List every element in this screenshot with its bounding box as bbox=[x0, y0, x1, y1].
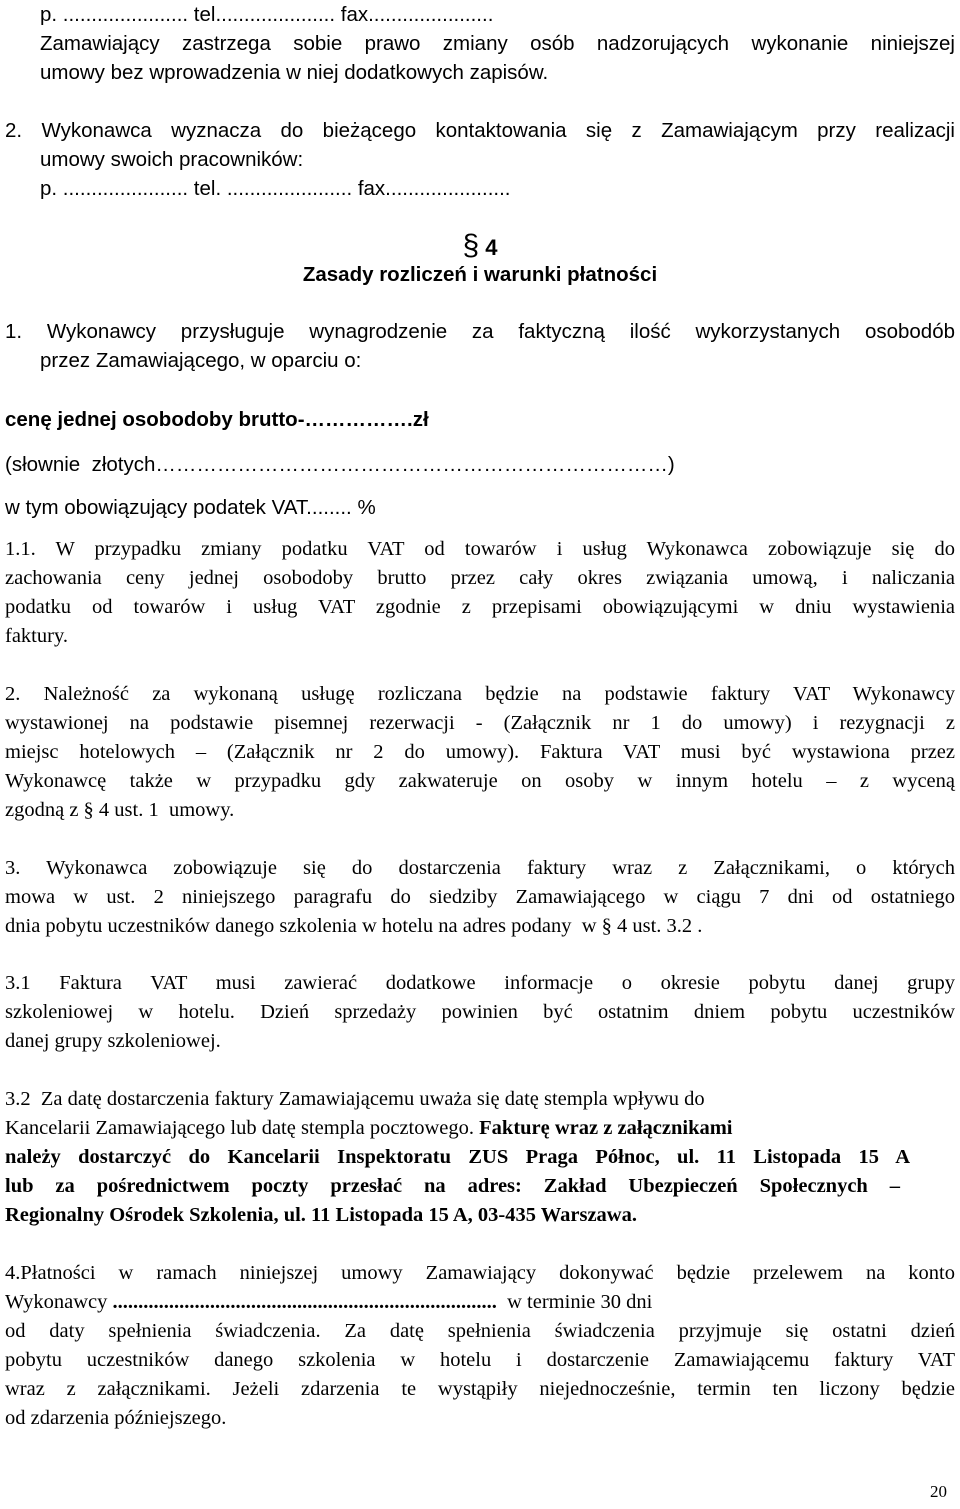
price-words-line bbox=[5, 450, 675, 479]
paragraph-2-contacts-line-1: 2. Wykonawca wyznacza do bieżącego kontaktowania się z Zamawiającym przy realizacji bbox=[5, 119, 955, 142]
paragraph-4-line-5: wraz z załącznikami. Jeżeli zdarzenia te wystąpiły niejednocześnie, termin ten liczony będzie bbox=[5, 1378, 955, 1400]
price-words-close: ) bbox=[667, 453, 675, 476]
paragraph-3-1-line-3: danej grupy szkoleniowej. bbox=[5, 1030, 221, 1052]
reserve-text-line-2: umowy bez wprowadzenia w niej dodatkowych zapisów. bbox=[40, 61, 549, 84]
paragraph-3-2-line-1: 3.2 Za datę dostarczenia faktury Zamawiającemu uważa się datę stempla wpływu do bbox=[5, 1088, 705, 1110]
paragraph-3-line-2: mowa w ust. 2 niniejszego paragrafu do siedziby Zamawiającego w ciągu 7 dni od ostatniego bbox=[5, 886, 955, 908]
price-line bbox=[5, 405, 429, 434]
price-unit: zł bbox=[412, 408, 429, 431]
section-heading-number bbox=[0, 231, 960, 262]
paragraph-4-line-2-start: Wykonawcy bbox=[5, 1291, 108, 1313]
account-number-dots: ........................................................................... bbox=[112, 1291, 497, 1313]
paragraph-3-line-3: dnia pobytu uczestników danego szkolenia w hotelu na adres podany w § 4 ust. 3.2 . bbox=[5, 915, 703, 937]
paragraph-4-line-4: pobytu uczestników danego szkolenia w hotelu i dostarczenie Zamawiającemu faktury VAT bbox=[5, 1349, 955, 1371]
section-number: 4 bbox=[485, 235, 498, 260]
paragraph-1-1-line-3: podatku od towarów i usług VAT zgodnie z przepisami obowiązującymi w dniu wystawienia bbox=[5, 596, 955, 618]
paragraph-2-line-4: Wykonawcę także w przypadku gdy zakwateruje on osoby w innym hotelu – z wyceną bbox=[5, 770, 955, 792]
paragraph-3-1-line-2: szkoleniowej w hotelu. Dzień sprzedaży powinien być ostatnim dniem pobytu uczestników bbox=[5, 1001, 955, 1023]
paragraph-2-line-1: 2. Należność za wykonaną usługę rozliczana będzie na podstawie faktury VAT Wykonawcy bbox=[5, 683, 955, 705]
paragraph-4-line-2 bbox=[5, 1288, 955, 1317]
paragraph-4-line-2-end: w terminie 30 dni bbox=[507, 1291, 653, 1313]
price-words-dots: ………………………………………………………………… bbox=[155, 453, 668, 476]
paragraph-1-line-2: przez Zamawiającego, w oparciu o: bbox=[40, 349, 362, 372]
paragraph-2-line-5: zgodną z § 4 ust. 1 umowy. bbox=[5, 799, 235, 821]
reserve-text-line-1: Zamawiający zastrzega sobie prawo zmiany osób nadzorujących wykonanie niniejszej bbox=[40, 32, 955, 55]
paragraph-3-2-line-2-bold: Fakturę wraz z załącznikami bbox=[479, 1117, 733, 1139]
paragraph-2-line-2: wystawionej na podstawie pisemnej rezerwacji - (Załącznik nr 1 do umowy) i rezygnacji z bbox=[5, 712, 955, 734]
section-symbol: § bbox=[462, 229, 480, 262]
paragraph-2-contacts-line-2: umowy swoich pracowników: bbox=[40, 148, 304, 171]
paragraph-3-2-line-3: należy dostarczyć do Kancelarii Inspektoratu ZUS Praga Północ, ul. 11 Listopada 15 A bbox=[5, 1146, 910, 1168]
paragraph-3-2-line-5: Regionalny Ośrodek Szkolenia, ul. 11 Listopada 15 A, 03-435 Warszawa. bbox=[5, 1204, 637, 1226]
contact-line-2: p. ...................... tel. ...................... fax...................... bbox=[40, 177, 511, 200]
paragraph-2-line-3: miejsc hotelowych – (Załącznik nr 2 do umowy). Faktura VAT musi być wystawiona przez bbox=[5, 741, 955, 763]
paragraph-3-1-line-1: 3.1 Faktura VAT musi zawierać dodatkowe informacje o okresie pobytu danej grupy bbox=[5, 972, 955, 994]
paragraph-3-2-line-2 bbox=[5, 1114, 733, 1143]
contact-line-1: p. ...................... tel..................... fax...................... bbox=[40, 3, 494, 26]
paragraph-1-line-1: 1. Wykonawcy przysługuje wynagrodzenie za faktyczną ilość wykorzystanych osobodób bbox=[5, 320, 955, 343]
paragraph-3-line-1: 3. Wykonawca zobowiązuje się do dostarczenia faktury wraz z Załącznikami, o których bbox=[5, 857, 955, 879]
paragraph-3-2-line-2-normal: Kancelarii Zamawiającego lub datę stempla pocztowego. bbox=[5, 1117, 475, 1139]
paragraph-4-line-6: od zdarzenia późniejszego. bbox=[5, 1407, 227, 1429]
paragraph-1-1-line-2: zachowania ceny jednej osobodoby brutto przez cały okres związania umową, i naliczania bbox=[5, 567, 955, 589]
price-words-label: (słownie złotych bbox=[5, 453, 156, 476]
paragraph-1-1-line-4: faktury. bbox=[5, 625, 68, 647]
section-title: Zasady rozliczeń i warunki płatności bbox=[302, 263, 658, 286]
paragraph-4-line-1: 4.Płatności w ramach niniejszej umowy Zamawiający dokonywać będzie przelewem na konto bbox=[5, 1262, 955, 1284]
vat-line: w tym obowiązujący podatek VAT........ % bbox=[5, 496, 376, 519]
paragraph-4-line-3: od daty spełnienia świadczenia. Za datę spełnienia świadczenia przyjmuje się ostatni dzień bbox=[5, 1320, 955, 1342]
paragraph-3-2-line-4: lub za pośrednictwem poczty przesłać na adres: Zakład Ubezpieczeń Społecznych – bbox=[5, 1175, 900, 1197]
paragraph-1-1-line-1: 1.1. W przypadku zmiany podatku VAT od towarów i usług Wykonawca zobowiązuje się do bbox=[5, 538, 955, 560]
price-dots: ……………. bbox=[304, 408, 413, 431]
price-label: cenę jednej osobodoby brutto- bbox=[5, 408, 305, 431]
page-number: 20 bbox=[930, 1482, 947, 1501]
